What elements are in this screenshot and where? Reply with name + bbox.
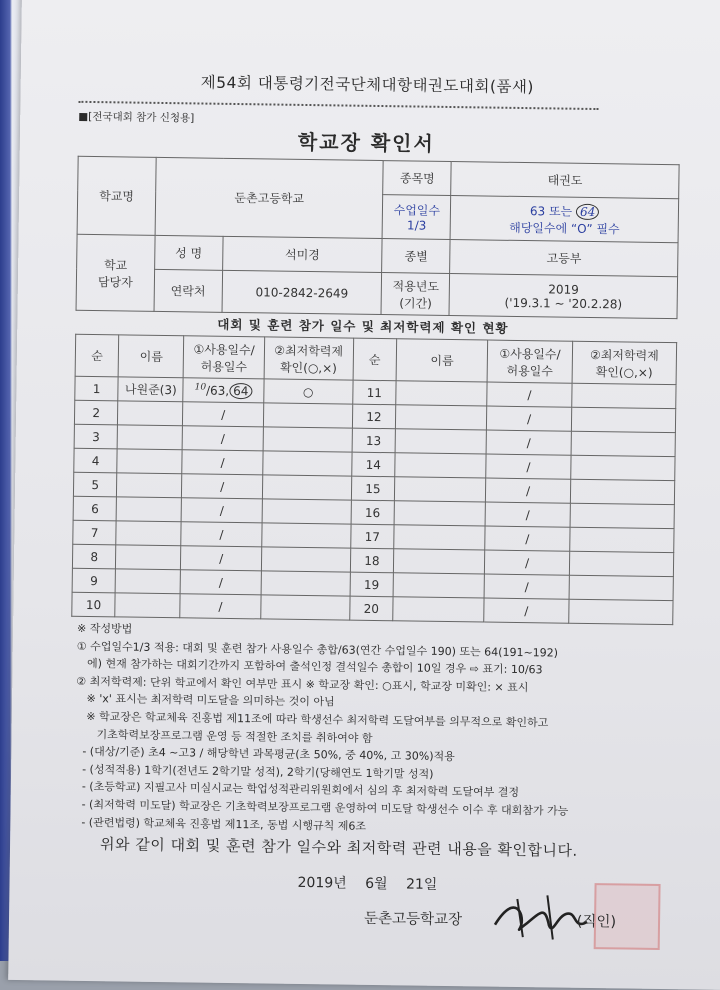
row-no: 3 — [74, 424, 118, 449]
principal-name: 둔촌고등학교장 — [363, 910, 463, 929]
row-days: / — [484, 574, 569, 599]
note-line: - (성적적용) 1학기(전년도 2학기말 성적), 2학기(당해연도 1학기말 성적) — [75, 762, 434, 781]
days-value: 63 또는 64 해당일수에 “O” 필수 — [450, 196, 678, 243]
row-days: / — [486, 454, 571, 479]
note-line: ※ 'x' 표시는 최저학력 미도달을 의미하는 것이 아님 — [76, 692, 335, 709]
row-check — [571, 407, 676, 432]
row-name — [393, 549, 484, 574]
row-days: / — [180, 594, 261, 619]
header-days: ①사용일수/ 허용일수 — [184, 336, 265, 379]
date-year: 2019년 — [297, 874, 347, 892]
row-no: 7 — [73, 520, 117, 545]
header-check-2: ②최저학력제 확인(○,×) — [572, 341, 677, 384]
row-days: / — [485, 502, 570, 527]
note-line: 에) 현재 참가하는 대회기간까지 포함하여 출석인정 결석일수 총합이 10일 경우 ⇨ 표기: 10/63 — [76, 657, 543, 677]
header-name: 이름 — [118, 335, 184, 378]
event-label: 종목명 — [383, 161, 451, 196]
row-no: 5 — [73, 472, 117, 497]
row-days: / — [182, 450, 263, 475]
row-name — [116, 521, 181, 546]
contact-value: 010-2842-2649 — [222, 270, 382, 314]
contact-label: 연락처 — [154, 269, 222, 312]
confirmation-statement: 위와 같이 대회 및 훈련 참가 일수와 최저학력 관련 내용을 확인합니다. — [99, 835, 578, 860]
row-days: / — [183, 402, 264, 427]
row-no: 14 — [351, 452, 395, 477]
row-check — [262, 451, 351, 476]
header-check: ②최저학력제 확인(○,×) — [264, 337, 354, 380]
note-line: 기초학력보장프로그램 운영 등 적절한 조치를 취하여야 함 — [75, 727, 373, 745]
row-check — [569, 599, 674, 624]
note-line: ① 수업일수1/3 적용: 대회 및 훈련 참가 사용일수 총합/63(연간 수업일수 190) 또는 64(191~192) — [76, 639, 559, 660]
header-days-2: ①사용일수/ 허용일수 — [487, 340, 572, 383]
form-type-label: ■[전국대회 참가 신청용] — [78, 110, 195, 125]
row-check — [571, 431, 676, 456]
row-check — [263, 403, 352, 428]
row-name — [116, 497, 181, 522]
date-day: 21일 — [405, 876, 438, 893]
name-label: 성 명 — [154, 235, 222, 270]
signing-date — [297, 872, 437, 894]
note-line: - (관련법령) 학교체육 진흥법 제11조, 동법 시행규칙 제6조 — [74, 815, 367, 833]
section-title: 대회 및 훈련 참가 일수 및 최저학력제 확인 현황 — [217, 316, 509, 336]
row-name — [118, 401, 183, 426]
row-no: 18 — [350, 548, 394, 573]
row-no: 19 — [350, 572, 394, 597]
row-days: $^{10}$/63, 64 — [183, 378, 264, 403]
row-no: 11 — [352, 380, 396, 405]
row-days: / — [182, 474, 263, 499]
row-days: / — [181, 522, 262, 547]
category-label: 종별 — [382, 239, 450, 274]
row-days: / — [486, 478, 571, 503]
row-name — [395, 429, 486, 454]
note-line: ② 최저학력제: 단위 학교에서 확인 여부만 표시 ※ 학교장 확인: ○표시, 학교장 미확인: × 표시 — [76, 674, 529, 694]
date-month: 6월 — [365, 875, 388, 893]
row-no: 13 — [352, 428, 396, 453]
row-no: 16 — [351, 500, 395, 525]
row-no: 6 — [73, 496, 117, 521]
row-check — [261, 523, 350, 548]
note-line: ※ 학교장은 학교체육 진흥법 제11조에 따라 학생선수 최저학력 도달여부를 의무적으로 확인하고 — [75, 709, 549, 730]
row-name — [396, 381, 487, 406]
participation-table — [71, 334, 677, 625]
category-value: 고등부 — [450, 240, 678, 277]
row-no: 1 — [75, 376, 119, 401]
row-check — [262, 475, 351, 500]
row-days: / — [487, 406, 572, 431]
row-no: 9 — [72, 568, 116, 593]
row-no: 8 — [72, 544, 116, 569]
notes-heading: ※ 작성방법 — [77, 621, 133, 636]
row-name: 나원준(3) — [118, 377, 183, 402]
row-name — [394, 525, 485, 550]
row-name — [394, 477, 485, 502]
row-no: 2 — [74, 400, 118, 425]
row-name — [393, 597, 484, 622]
row-check — [262, 499, 351, 524]
name-value: 석미경 — [222, 236, 382, 272]
note-line: - (대상/기준) 초4 ~고3 / 해당학년 과목평균(초 50%, 중 40%, 고 30%)적용 — [75, 744, 455, 764]
row-name — [393, 573, 484, 598]
row-days: / — [487, 382, 572, 407]
row-name — [117, 449, 182, 474]
school-name: 둔촌고등학교 — [155, 157, 384, 238]
row-check — [261, 571, 350, 596]
row-check — [569, 575, 674, 600]
row-check — [570, 479, 675, 504]
row-name — [394, 501, 485, 526]
row-name — [115, 593, 180, 618]
competition-title: 제54회 대통령기전국단체대항태권도대회(품새) — [200, 73, 535, 97]
note-line: - (최저학력 미도달) 학교장은 기초학력보장프로그램 운영하여 미도달 학생선수 이수 후 대회참가 가능 — [74, 797, 569, 818]
event-value: 태권도 — [451, 162, 679, 199]
dotted-divider — [78, 101, 598, 110]
seal-label: (직인) — [576, 913, 617, 931]
row-check — [261, 547, 350, 572]
header-no-2: 순 — [353, 338, 397, 381]
header-name-2: 이름 — [396, 339, 488, 382]
row-check: ○ — [263, 379, 352, 404]
year-value: 2019 ('19.3.1 ~ '20.2.28) — [449, 274, 677, 319]
instructions — [74, 620, 717, 840]
document-title: 학교장 확인서 — [297, 129, 435, 156]
row-name — [395, 405, 486, 430]
row-check — [570, 503, 675, 528]
school-label: 학교명 — [77, 156, 156, 235]
row-days: / — [183, 426, 264, 451]
header-no: 순 — [75, 334, 119, 377]
row-check — [570, 527, 675, 552]
row-check — [571, 455, 676, 480]
row-check — [569, 551, 674, 576]
row-name — [117, 425, 182, 450]
year-label: 적용년도 (기간) — [381, 273, 449, 316]
row-no: 4 — [74, 448, 118, 473]
row-name — [395, 453, 486, 478]
document-page — [8, 0, 720, 990]
days-label: 수업일수 1/3 — [383, 195, 451, 240]
row-no: 17 — [350, 524, 394, 549]
row-check — [572, 383, 677, 408]
manager-label: 학교 담당자 — [76, 234, 155, 311]
row-name — [117, 473, 182, 498]
row-no: 20 — [349, 596, 393, 621]
row-name — [116, 545, 181, 570]
row-days: / — [182, 498, 263, 523]
row-no: 10 — [72, 592, 116, 617]
row-no: 15 — [351, 476, 395, 501]
row-days: / — [485, 550, 570, 575]
row-days: / — [181, 546, 262, 571]
row-no: 12 — [352, 404, 396, 429]
row-name — [115, 569, 180, 594]
row-check — [260, 595, 349, 620]
row-check — [263, 427, 352, 452]
row-days: / — [484, 598, 569, 623]
circled-64: 64 — [576, 203, 600, 219]
row-days: / — [486, 430, 571, 455]
row-days: / — [181, 570, 262, 595]
principal-line — [364, 907, 616, 932]
info-table — [76, 156, 680, 319]
row-days: / — [485, 526, 570, 551]
note-line: - (초등학교) 지필고사 미실시교는 학업성적관리위원회에서 심의 후 최저학력 도달여부 결정 — [74, 780, 520, 800]
